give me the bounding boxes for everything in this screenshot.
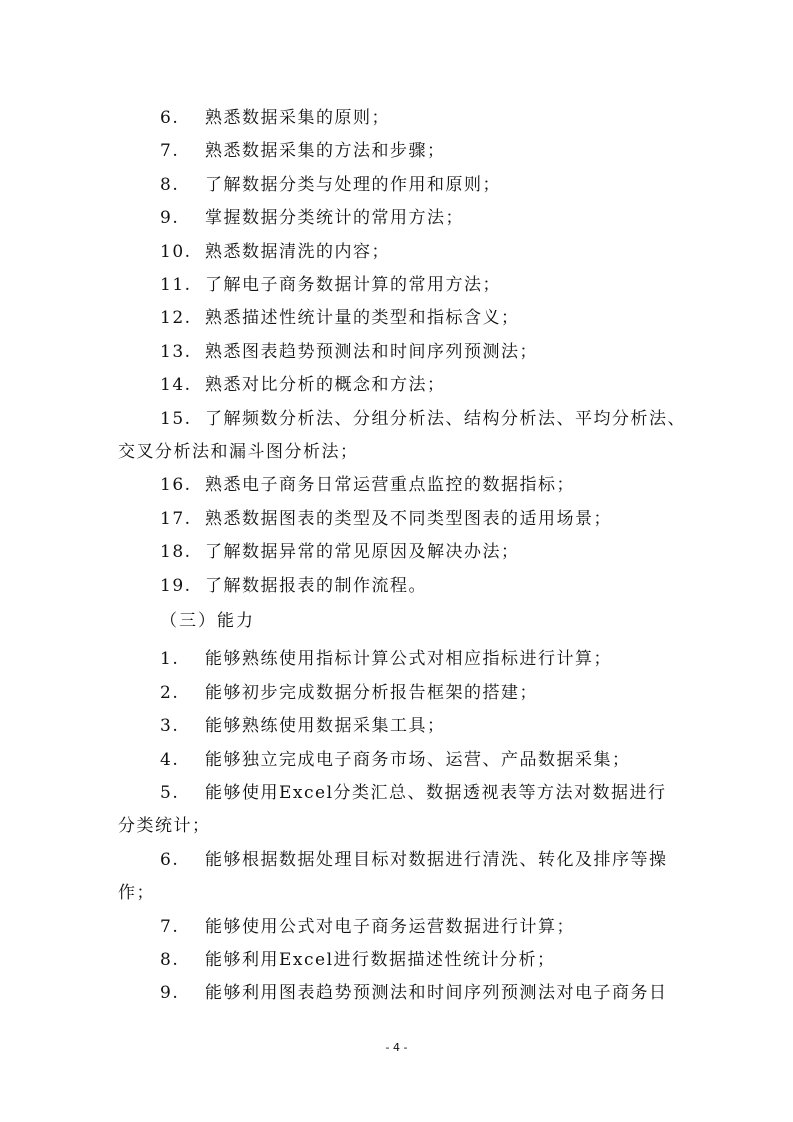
- list-item-number: 9.: [160, 983, 180, 1004]
- list-item-text: 熟悉数据清洗的内容；: [205, 241, 390, 262]
- list-item-text: 了解电子商务数据计算的常用方法；: [205, 275, 501, 295]
- list-item-number: 9.: [160, 208, 180, 229]
- list-item-number: 14.: [160, 375, 192, 396]
- list-item-number: 5.: [160, 783, 180, 803]
- list-item-number: 1.: [160, 649, 180, 670]
- list-item-number: 8.: [160, 950, 180, 970]
- list-item-text: 能够独立完成电子商务市场、运营、产品数据采集；: [205, 749, 631, 770]
- list-item-number: 6.: [160, 108, 180, 128]
- list-item-number: 2.: [160, 682, 180, 703]
- list-item-text: 能够使用公式对电子商务运营数据进行计算；: [205, 916, 575, 937]
- list-item-number: 19.: [160, 575, 192, 596]
- list-item-text: 熟悉图表趋势预测法和时间序列预测法；: [205, 341, 538, 362]
- list-item-number: 18.: [160, 542, 192, 563]
- list-item-number: 12.: [160, 308, 192, 329]
- list-item-number: 16.: [160, 475, 192, 496]
- list-item-text: 熟悉描述性统计量的类型和指标含义；: [205, 308, 520, 329]
- list-item-text: 能够使用Excel分类汇总、数据透视表等方法对数据进行: [205, 783, 667, 803]
- list-item-text: 熟悉数据图表的类型及不同类型图表的适用场景；: [205, 508, 612, 529]
- list-item-number: 17.: [160, 508, 192, 529]
- list-item-text: 熟悉对比分析的概念和方法；: [205, 375, 446, 396]
- list-item-text: 了解频数分析法、分组分析法、结构分析法、平均分析法、: [205, 408, 686, 429]
- list-item-text: 了解数据报表的制作流程。: [205, 575, 427, 596]
- list-item-text: 熟悉数据采集的方法和步骤；: [205, 141, 446, 162]
- list-item-number: 7.: [160, 916, 180, 937]
- list-item-text: 能够初步完成数据分析报告框架的搭建；: [205, 682, 538, 703]
- list-item-number: 3.: [160, 716, 180, 737]
- list-item-number: 13.: [160, 341, 192, 362]
- list-item-text: 能够利用Excel进行数据描述性统计分析；: [205, 950, 556, 970]
- list-item-text: 掌握数据分类统计的常用方法；: [205, 208, 464, 229]
- section-heading: （三）能力: [160, 611, 255, 631]
- list-item-text: 能够利用图表趋势预测法和时间序列预测法对电子商务日: [205, 983, 668, 1004]
- list-item-text: 能够熟练使用数据采集工具；: [205, 716, 446, 737]
- list-item-number: 8.: [160, 174, 180, 195]
- page-number: - 4 -: [385, 1041, 408, 1054]
- list-item-number: 15.: [160, 408, 192, 429]
- list-item-number: 6.: [160, 849, 180, 870]
- list-item-text-continued: 作；: [118, 883, 155, 904]
- list-item-number: 10.: [160, 241, 192, 262]
- list-item-text-continued: 交叉分析法和漏斗图分析法；: [118, 442, 359, 462]
- list-item-number: 11.: [160, 275, 192, 295]
- list-item-text: 能够根据数据处理目标对数据进行清洗、转化及排序等操: [205, 849, 668, 870]
- list-item-text: 能够熟练使用指标计算公式对相应指标进行计算；: [205, 649, 612, 670]
- list-item-text: 了解数据分类与处理的作用和原则；: [205, 174, 501, 195]
- list-item-text: 熟悉数据采集的原则；: [205, 108, 390, 128]
- list-item-text: 熟悉电子商务日常运营重点监控的数据指标；: [205, 475, 575, 496]
- list-item-number: 4.: [160, 749, 180, 770]
- list-item-text: 了解数据异常的常见原因及解决办法；: [205, 542, 520, 563]
- list-item-number: 7.: [160, 141, 180, 162]
- list-item-text-continued: 分类统计；: [118, 816, 211, 837]
